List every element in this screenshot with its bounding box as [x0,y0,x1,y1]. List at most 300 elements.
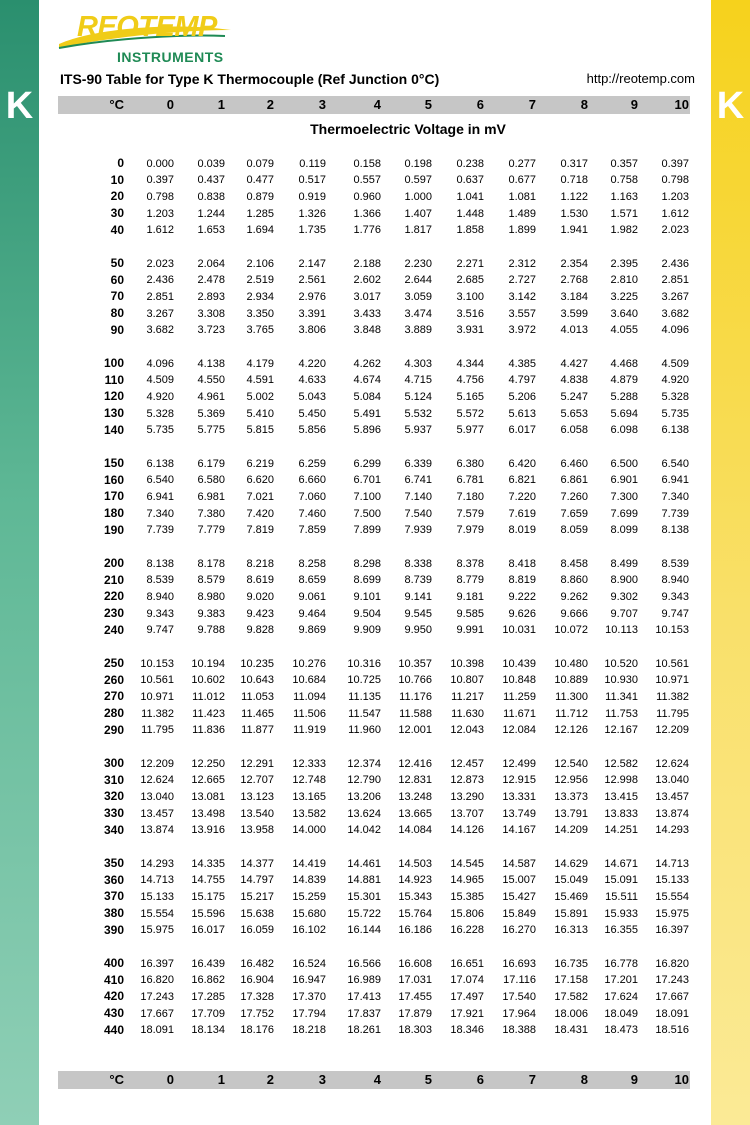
voltage-cell: 13.749 [502,807,536,820]
voltage-cell: 7.300 [610,490,638,503]
voltage-cell: 5.410 [246,407,274,420]
voltage-cell: 3.516 [456,307,484,320]
voltage-cell: 2.023 [661,224,689,237]
voltage-cell: 8.378 [456,557,484,570]
row-temperature: 140 [103,422,124,437]
voltage-cell: 16.439 [191,957,225,970]
row-temperature: 220 [103,589,124,604]
voltage-cell: 12.873 [450,774,484,787]
voltage-cell: 6.299 [353,457,381,470]
voltage-cell: 15.849 [502,907,536,920]
voltage-cell: 2.436 [146,274,174,287]
voltage-cell: 13.874 [655,807,689,820]
voltage-cell: 7.779 [197,524,225,537]
voltage-cell: 10.971 [140,690,174,703]
voltage-cell: 13.040 [140,790,174,803]
voltage-cell: 14.000 [292,824,326,837]
voltage-cell: 13.624 [347,807,381,820]
voltage-cell: 7.260 [560,490,588,503]
voltage-cell: 14.839 [292,874,326,887]
voltage-cell: 17.328 [240,990,274,1003]
voltage-cell: 6.098 [610,424,638,437]
voltage-cell: 10.971 [655,674,689,687]
voltage-cell: 10.602 [191,674,225,687]
voltage-cell: 9.020 [246,590,274,603]
voltage-cell: 9.343 [146,607,174,620]
voltage-cell: 7.220 [508,490,536,503]
voltage-cell: 9.181 [456,590,484,603]
voltage-cell: 8.218 [246,557,274,570]
voltage-cell: 0.718 [560,174,588,187]
right-type-letter: K [716,85,745,127]
voltage-cell: 14.377 [240,857,274,870]
voltage-cell: 4.633 [298,374,326,387]
voltage-cell: 11.465 [241,707,274,720]
voltage-cell: 2.436 [661,257,689,270]
voltage-cell: 16.313 [554,924,588,937]
voltage-cell: 2.976 [298,290,326,303]
voltage-cell: 15.891 [554,907,588,920]
voltage-cell: 3.474 [404,307,432,320]
voltage-cell: 12.499 [502,757,536,770]
voltage-cell: 6.821 [508,474,536,487]
voltage-cell: 7.659 [560,507,588,520]
voltage-cell: 17.031 [398,974,432,987]
voltage-cell: 18.006 [554,1007,588,1020]
voltage-cell: 1.326 [298,207,326,220]
voltage-cell: 13.040 [655,774,689,787]
voltage-cell: 4.262 [353,357,381,370]
row-temperature: 150 [103,456,124,470]
voltage-cell: 5.775 [197,424,225,437]
voltage-cell: 11.630 [451,707,484,720]
voltage-cell: 13.582 [292,807,326,820]
voltage-cell: 18.516 [655,1024,689,1037]
voltage-cell: 6.138 [661,424,689,437]
voltage-cell: 5.165 [456,390,484,403]
voltage-cell: 12.665 [191,774,225,787]
voltage-cell: 2.064 [197,257,225,270]
voltage-cell: 14.545 [450,857,484,870]
row-temperature: 50 [110,256,124,270]
voltage-cell: 2.810 [610,274,638,287]
voltage-cell: 13.958 [240,824,274,837]
voltage-cell: 0.317 [560,157,588,170]
voltage-cell: 4.055 [610,324,638,337]
row-temperature: 70 [110,289,124,304]
voltage-cell: 12.250 [191,757,225,770]
row-temperature: 120 [103,389,124,404]
voltage-cell: 11.712 [555,707,588,720]
voltage-cell: 15.722 [347,907,381,920]
voltage-cell: 2.561 [298,274,326,287]
voltage-cell: 12.915 [502,774,536,787]
voltage-cell: 9.343 [661,590,689,603]
voltage-cell: 3.640 [610,307,638,320]
voltage-cell: 3.017 [353,290,381,303]
voltage-cell: 4.920 [146,390,174,403]
voltage-cell: 0.357 [610,157,638,170]
voltage-cell: 12.956 [554,774,588,787]
voltage-cell: 6.901 [610,474,638,487]
voltage-cell: 13.791 [554,807,588,820]
voltage-cell: 3.931 [456,324,484,337]
voltage-cell: 9.869 [298,624,326,637]
row-temperature: 160 [103,472,124,487]
voltage-cell: 2.354 [560,257,588,270]
voltage-cell: 6.259 [298,457,326,470]
voltage-cell: 10.807 [450,674,484,687]
voltage-cell: 10.072 [554,624,588,637]
voltage-cell: 2.395 [610,257,638,270]
voltage-cell: 10.398 [450,657,484,670]
voltage-cell: 6.981 [197,490,225,503]
voltage-cell: 13.331 [502,790,536,803]
voltage-cell: 11.300 [555,690,588,703]
header-column-2: 2 [266,97,274,112]
voltage-cell: 1.203 [146,207,174,220]
voltage-cell: 6.500 [610,457,638,470]
header-column-10: 10 [674,1072,689,1087]
voltage-cell: 7.060 [298,490,326,503]
voltage-cell: 5.124 [404,390,432,403]
voltage-cell: 15.511 [605,890,638,903]
voltage-cell: 15.764 [398,907,432,920]
voltage-cell: 10.480 [554,657,588,670]
website-url[interactable]: http://reotemp.com [586,71,695,86]
voltage-cell: 11.382 [141,707,174,720]
voltage-cell: 11.506 [293,707,326,720]
voltage-cell: 14.251 [604,824,638,837]
voltage-cell: 5.896 [353,424,381,437]
voltage-cell: 5.084 [353,390,381,403]
header-column-8: 8 [580,1072,588,1087]
voltage-cell: 11.217 [451,690,484,703]
voltage-cell: 15.427 [502,890,536,903]
voltage-cell: 14.503 [398,857,432,870]
voltage-cell: 18.091 [140,1024,174,1037]
voltage-cell: 8.138 [661,524,689,537]
voltage-cell: 6.861 [560,474,588,487]
voltage-cell: 1.735 [298,224,326,237]
voltage-cell: 12.333 [292,757,326,770]
voltage-cell: 13.290 [450,790,484,803]
voltage-cell: 4.674 [353,374,381,387]
voltage-cell: 1.653 [197,224,225,237]
voltage-cell: 9.788 [197,624,225,637]
voltage-cell: 14.461 [347,857,381,870]
voltage-cell: 15.806 [450,907,484,920]
voltage-cell: 3.350 [246,307,274,320]
voltage-cell: 17.370 [292,990,326,1003]
voltage-cell: 6.620 [246,474,274,487]
voltage-cell: 17.964 [502,1007,536,1020]
voltage-cell: 1.122 [560,190,588,203]
voltage-cell: 12.001 [398,724,432,737]
voltage-cell: 1.817 [404,224,432,237]
voltage-cell: 9.222 [508,590,536,603]
voltage-cell: 13.123 [240,790,274,803]
voltage-cell: 17.074 [450,974,484,987]
voltage-cell: 12.582 [604,757,638,770]
voltage-cell: 8.940 [661,574,689,587]
voltage-cell: 2.230 [404,257,432,270]
voltage-cell: 11.547 [348,707,381,720]
voltage-cell: 15.933 [604,907,638,920]
voltage-cell: 6.339 [404,457,432,470]
voltage-cell: 6.660 [298,474,326,487]
voltage-cell: 10.153 [140,657,174,670]
voltage-cell: 15.007 [502,874,536,887]
voltage-cell: 9.828 [246,624,274,637]
voltage-cell: 5.735 [146,424,174,437]
voltage-cell: 0.397 [661,157,689,170]
voltage-cell: 0.597 [404,174,432,187]
voltage-cell: 1.489 [508,207,536,220]
header-column-1: 1 [217,97,225,112]
voltage-cell: 16.017 [191,924,225,937]
voltage-cell: 16.904 [240,974,274,987]
column-header-top [58,96,690,114]
voltage-cell: 7.699 [610,507,638,520]
voltage-cell: 4.797 [508,374,536,387]
voltage-cell: 0.557 [353,174,381,187]
voltage-cell: 13.373 [554,790,588,803]
voltage-cell: 5.369 [197,407,225,420]
voltage-cell: 18.091 [655,1007,689,1020]
voltage-cell: 6.741 [404,474,432,487]
voltage-cell: 1.163 [610,190,638,203]
voltage-cell: 17.624 [604,990,638,1003]
voltage-cell: 3.225 [610,290,638,303]
voltage-cell: 3.557 [508,307,536,320]
voltage-cell: 3.682 [146,324,174,337]
voltage-cell: 10.684 [292,674,326,687]
voltage-cell: 9.423 [246,607,274,620]
header-column-2: 2 [266,1072,274,1087]
voltage-cell: 13.206 [347,790,381,803]
header-column-4: 4 [373,97,381,112]
row-temperature: 60 [110,272,124,287]
row-temperature: 360 [103,872,124,887]
voltage-cell: 4.385 [508,357,536,370]
voltage-cell: 8.059 [560,524,588,537]
row-temperature: 10 [110,172,124,187]
voltage-cell: 0.000 [146,157,174,170]
voltage-cell: 15.638 [240,907,274,920]
voltage-cell: 1.982 [610,224,638,237]
voltage-cell: 5.002 [246,390,274,403]
voltage-cell: 2.727 [508,274,536,287]
voltage-cell: 3.848 [353,324,381,337]
voltage-cell: 9.545 [404,607,432,620]
voltage-cell: 10.113 [605,624,638,637]
voltage-cell: 8.900 [610,574,638,587]
voltage-cell: 7.340 [661,490,689,503]
voltage-cell: 7.579 [456,507,484,520]
voltage-cell: 1.571 [610,207,638,220]
voltage-cell: 17.413 [347,990,381,1003]
voltage-cell: 4.920 [661,374,689,387]
header-column-8: 8 [580,97,588,112]
voltage-cell: 18.473 [604,1024,638,1037]
voltage-cell: 11.259 [503,690,536,703]
voltage-cell: 16.608 [398,957,432,970]
voltage-cell: 16.228 [450,924,484,937]
voltage-cell: 3.184 [560,290,588,303]
voltage-cell: 10.439 [502,657,536,670]
header-unit: °C [109,97,124,112]
voltage-cell: 14.629 [554,857,588,870]
voltage-cell: 1.041 [456,190,484,203]
row-temperature: 350 [103,856,124,870]
row-temperature: 210 [103,572,124,587]
voltage-cell: 18.176 [240,1024,274,1037]
voltage-cell: 0.960 [353,190,381,203]
voltage-cell: 6.701 [353,474,381,487]
voltage-cell: 11.176 [399,690,432,703]
voltage-cell: 12.167 [604,724,638,737]
voltage-cell: 3.765 [246,324,274,337]
voltage-cell: 14.293 [655,824,689,837]
voltage-cell: 17.243 [655,974,689,987]
voltage-cell: 9.464 [298,607,326,620]
row-temperature: 110 [104,372,124,387]
voltage-cell: 12.416 [398,757,432,770]
voltage-cell: 2.271 [456,257,484,270]
voltage-cell: 8.099 [610,524,638,537]
voltage-cell: 8.779 [456,574,484,587]
voltage-cell: 15.469 [554,890,588,903]
voltage-cell: 1.776 [353,224,381,237]
voltage-cell: 17.837 [347,1007,381,1020]
row-temperature: 300 [103,756,124,770]
table-subtitle: Thermoelectric Voltage in mV [310,121,506,137]
voltage-cell: 11.877 [241,724,274,737]
voltage-cell: 3.391 [298,307,326,320]
voltage-cell: 0.119 [299,157,326,170]
voltage-cell: 17.582 [554,990,588,1003]
voltage-cell: 16.355 [604,924,638,937]
voltage-cell: 9.950 [404,624,432,637]
voltage-cell: 8.699 [353,574,381,587]
voltage-cell: 5.328 [146,407,174,420]
voltage-cell: 1.530 [560,207,588,220]
row-temperature: 90 [110,322,124,337]
voltage-cell: 7.021 [246,490,274,503]
voltage-cell: 17.243 [140,990,174,1003]
voltage-cell: 0.517 [298,174,326,187]
voltage-cell: 1.941 [560,224,588,237]
voltage-cell: 8.940 [146,590,174,603]
voltage-cell: 0.798 [661,174,689,187]
row-temperature: 400 [103,956,124,970]
voltage-cell: 16.482 [240,957,274,970]
voltage-cell: 16.524 [292,957,326,970]
voltage-cell: 4.344 [456,357,484,370]
voltage-cell: 1.000 [404,190,432,203]
voltage-cell: 8.418 [508,557,536,570]
voltage-cell: 8.458 [560,557,588,570]
voltage-cell: 14.797 [240,874,274,887]
row-temperature: 420 [103,989,124,1004]
voltage-cell: 13.540 [240,807,274,820]
voltage-cell: 6.941 [146,490,174,503]
voltage-cell: 5.247 [560,390,588,403]
voltage-cell: 14.293 [140,857,174,870]
voltage-cell: 8.539 [146,574,174,587]
voltage-cell: 17.667 [655,990,689,1003]
column-header-bottom [58,1071,690,1089]
voltage-cell: 5.206 [508,390,536,403]
row-temperature: 0 [117,156,124,170]
voltage-cell: 5.977 [456,424,484,437]
voltage-cell: 7.939 [404,524,432,537]
voltage-cell: 13.665 [398,807,432,820]
voltage-cell: 4.013 [560,324,588,337]
voltage-cell: 0.198 [404,157,432,170]
voltage-cell: 17.497 [450,990,484,1003]
voltage-cell: 4.303 [404,357,432,370]
voltage-cell: 3.059 [404,290,432,303]
voltage-cell: 0.838 [197,190,225,203]
voltage-cell: 8.980 [197,590,225,603]
voltage-cell: 12.374 [347,757,381,770]
voltage-cell: 8.298 [353,557,381,570]
voltage-cell: 16.862 [191,974,225,987]
voltage-cell: 1.285 [246,207,274,220]
voltage-cell: 7.859 [298,524,326,537]
voltage-cell: 14.084 [398,824,432,837]
voltage-cell: 14.755 [191,874,225,887]
voltage-cell: 13.415 [604,790,638,803]
voltage-cell: 3.267 [146,307,174,320]
voltage-cell: 10.357 [398,657,432,670]
voltage-cell: 7.540 [404,507,432,520]
voltage-cell: 0.158 [353,157,381,170]
logo-wordmark: REOTEMP [77,11,217,43]
voltage-cell: 15.554 [140,907,174,920]
voltage-cell: 7.380 [197,507,225,520]
voltage-cell: 3.972 [508,324,536,337]
row-temperature: 340 [103,822,124,837]
voltage-cell: 12.457 [450,757,484,770]
voltage-cell: 18.218 [292,1024,326,1037]
voltage-cell: 13.833 [604,807,638,820]
voltage-cell: 1.858 [456,224,484,237]
voltage-cell: 11.341 [605,690,638,703]
voltage-cell: 6.017 [508,424,536,437]
voltage-cell: 12.624 [140,774,174,787]
voltage-cell: 2.851 [146,290,174,303]
voltage-cell: 1.203 [661,190,689,203]
voltage-cell: 17.201 [604,974,638,987]
voltage-cell: 12.998 [604,774,638,787]
voltage-cell: 6.179 [197,457,225,470]
voltage-cell: 6.540 [146,474,174,487]
voltage-cell: 1.612 [661,207,689,220]
row-temperature: 170 [103,489,124,504]
voltage-cell: 16.989 [347,974,381,987]
voltage-cell: 14.335 [191,857,225,870]
voltage-cell: 2.023 [146,257,174,270]
voltage-cell: 6.058 [560,424,588,437]
voltage-cell: 7.819 [246,524,274,537]
voltage-cell: 15.091 [604,874,638,887]
voltage-cell: 9.909 [353,624,381,637]
voltage-cell: 0.238 [456,157,484,170]
voltage-cell: 7.979 [456,524,484,537]
